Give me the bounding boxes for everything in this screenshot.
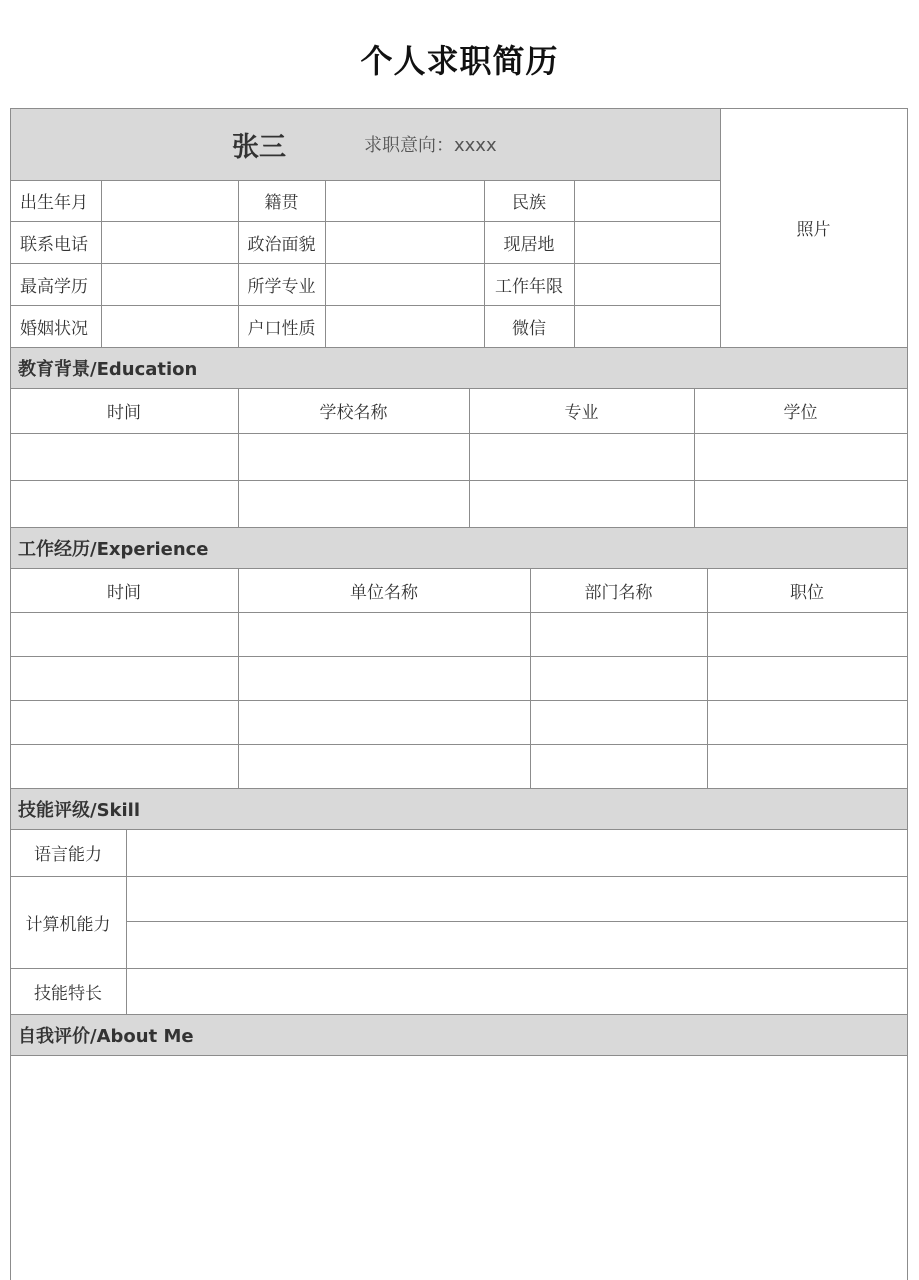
label-hometown: 籍贯 [264, 193, 299, 213]
grid-line [10, 700, 908, 701]
label-wechat: 微信 [512, 318, 546, 339]
grid-line [325, 180, 326, 347]
grid-line [10, 180, 720, 181]
grid-line [126, 921, 908, 922]
experience-heading: 工作经历/Experience [18, 538, 209, 560]
skill-specialty: 技能特长 [34, 983, 102, 1004]
grid-line [10, 612, 908, 613]
grid-line [10, 305, 720, 306]
about-content-area [11, 1056, 907, 1280]
grid-line [10, 968, 908, 969]
experience-col-department: 部门名称 [584, 582, 653, 603]
candidate-name: 张三 [232, 131, 286, 163]
page-title: 个人求职简历 [360, 42, 559, 80]
experience-col-time: 时间 [107, 582, 141, 603]
skill-computer: 计算机能力 [25, 914, 111, 935]
label-birth: 出生年月 [20, 193, 88, 213]
label-phone: 联系电话 [20, 234, 88, 255]
name-header [10, 108, 720, 180]
experience-col-company: 单位名称 [350, 582, 418, 603]
photo-placeholder: 照片 [796, 219, 831, 240]
education-col-school: 学校名称 [319, 403, 388, 423]
education-col-degree: 学位 [783, 403, 818, 423]
skill-language: 语言能力 [34, 845, 102, 865]
frame-right [907, 108, 908, 1280]
label-household-type: 户口性质 [247, 318, 316, 339]
label-work-years: 工作年限 [495, 276, 563, 297]
label-political-status: 政治面貌 [247, 234, 316, 255]
grid-line [126, 829, 127, 1014]
education-col-major: 专业 [564, 403, 599, 423]
grid-line [101, 180, 102, 347]
education-heading: 教育背景/Education [18, 358, 198, 380]
job-intent-label: 求职意向： [364, 135, 454, 156]
grid-line [10, 876, 908, 877]
grid-line [10, 480, 908, 481]
label-major: 所学专业 [247, 276, 316, 297]
grid-line [10, 221, 720, 222]
job-intent [364, 131, 497, 157]
label-residence: 现居地 [503, 234, 555, 255]
label-marital-status: 婚姻状况 [20, 318, 88, 339]
label-education-level: 最高学历 [20, 276, 88, 297]
grid-line [10, 656, 908, 657]
experience-col-position: 职位 [790, 582, 824, 603]
job-intent-value: xxxx [454, 135, 497, 156]
about-heading: 自我评价/About Me [18, 1025, 194, 1047]
grid-line [10, 744, 908, 745]
grid-line [10, 433, 908, 434]
skill-heading: 技能评级/Skill [18, 799, 141, 821]
grid-line [574, 180, 575, 347]
grid-line [10, 263, 720, 264]
label-ethnicity: 民族 [512, 193, 546, 213]
grid-line [10, 829, 908, 830]
education-col-time: 时间 [107, 403, 141, 423]
